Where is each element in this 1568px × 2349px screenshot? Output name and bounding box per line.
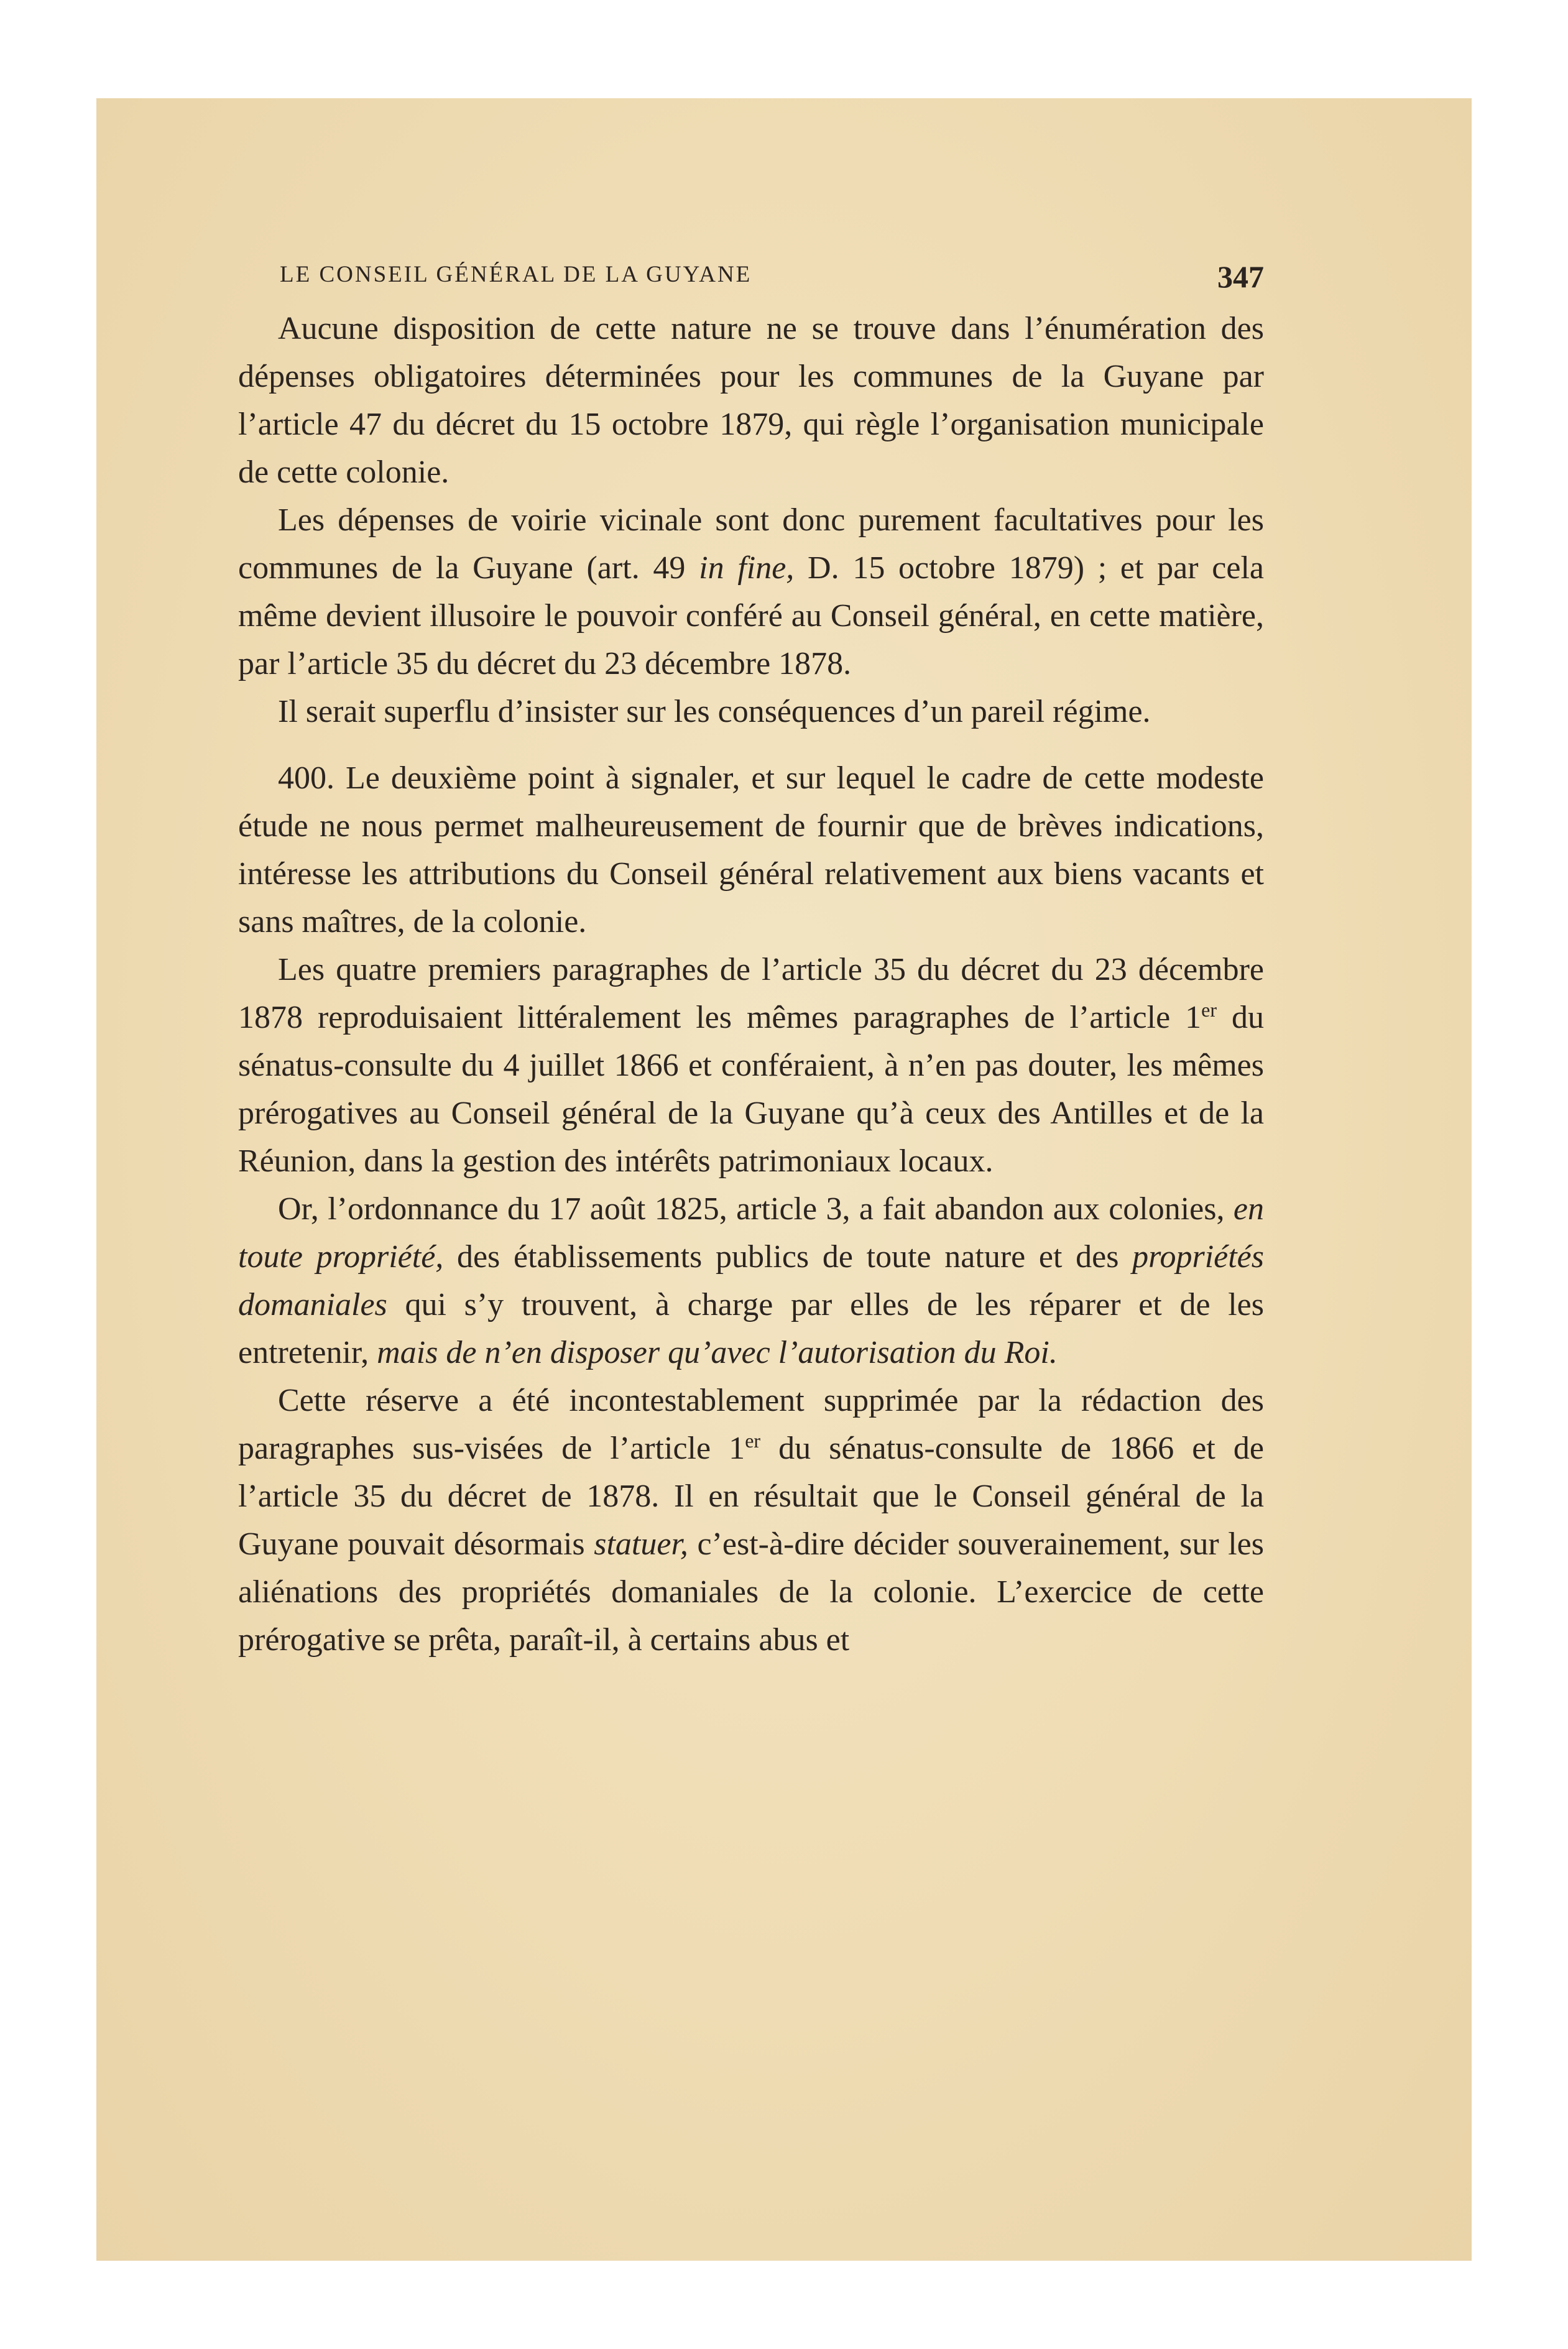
italic-text: en toute propriété, (238, 1191, 1264, 1275)
text-run: Les quatre premiers paragraphes de l’article 35 du décret du 23 décembre 1878 reproduisaient littéralement les mêmes paragraphes de l’article 1 (238, 952, 1264, 1035)
body-text (238, 305, 1264, 1664)
paragraph (238, 1185, 1264, 1377)
text-run: Il serait superflu d’insister sur les conséquences d’un pareil régime. (278, 694, 1151, 729)
paragraph (238, 754, 1264, 946)
text-run: Or, l’ordonnance du 17 août 1825, article 3, a fait abandon aux colonies, (278, 1191, 1234, 1227)
running-head (238, 261, 1264, 305)
italic-text: mais de n’en disposer qu’avec l’autorisation du Roi. (377, 1335, 1058, 1370)
paragraph (238, 946, 1264, 1185)
text-run: du sénatus-consulte du 4 juillet 1866 et conféraient, à n’en pas douter, les mêmes prérogatives au Conseil général de la Guyane qu’à ceux des Antilles et de la Réunion, dans la gestion des intérêts patrimoniaux locaux. (238, 1000, 1264, 1179)
text-run: 400. Le deuxième point à signaler, et sur lequel le cadre de cette modeste étude ne nous permet malheureusement de fournir que de brèves indications, intéresse les attributions du Conseil général relativement aux biens vacants et sans maîtres, de la colonie. (238, 760, 1264, 939)
italic-text: in fine, (699, 550, 795, 586)
superscript: er (745, 1429, 761, 1452)
text-block (238, 261, 1264, 1664)
paragraph (238, 496, 1264, 688)
italic-text: propriétés domaniales (238, 1239, 1264, 1322)
text-run: Aucune disposition de cette nature ne se trouve dans l’énumération des dépenses obligatoires déterminées pour les communes de la Guyane par l’article 47 du décret du 15 octobre 1879, qui règle l’organisation municipale de cette colonie. (238, 311, 1264, 490)
paragraph (238, 305, 1264, 496)
scanned-page (96, 98, 1472, 2261)
superscript: er (1201, 999, 1217, 1021)
text-run: du sénatus-consulte de 1866 et de l’article 35 du décret de 1878. Il en résultait que le Conseil général de la Guyane pouvait désormais (238, 1431, 1264, 1562)
text-run: Les dépenses de voirie vicinale sont donc purement facultatives pour les communes de la Guyane (art. 49 (238, 502, 1264, 586)
paragraph (238, 688, 1264, 736)
paragraph (238, 1377, 1264, 1664)
page-number: 347 (1217, 259, 1264, 294)
text-run: D. 15 octobre 1879) ; et par cela même devient illusoire le pouvoir conféré au Conseil général, en cette matière, par l’article 35 du décret du 23 décembre 1878. (238, 550, 1264, 681)
italic-text: statuer, (594, 1526, 688, 1562)
text-run: des établissements publics de toute nature et des (443, 1239, 1133, 1275)
text-run: c’est-à-dire décider souverainement, sur les aliénations des propriétés domaniales de la colonie. L’exercice de cette prérogative se prêta, paraît-il, à certains abus et (238, 1526, 1264, 1658)
text-run: Cette réserve a été incontestablement supprimée par la rédaction des paragraphes sus-visées de l’article 1 (238, 1383, 1264, 1466)
running-head-title: LE CONSEIL GÉNÉRAL DE LA GUYANE (280, 262, 752, 287)
text-run: qui s’y trouvent, à charge par elles de les réparer et de les entretenir, (238, 1287, 1264, 1370)
